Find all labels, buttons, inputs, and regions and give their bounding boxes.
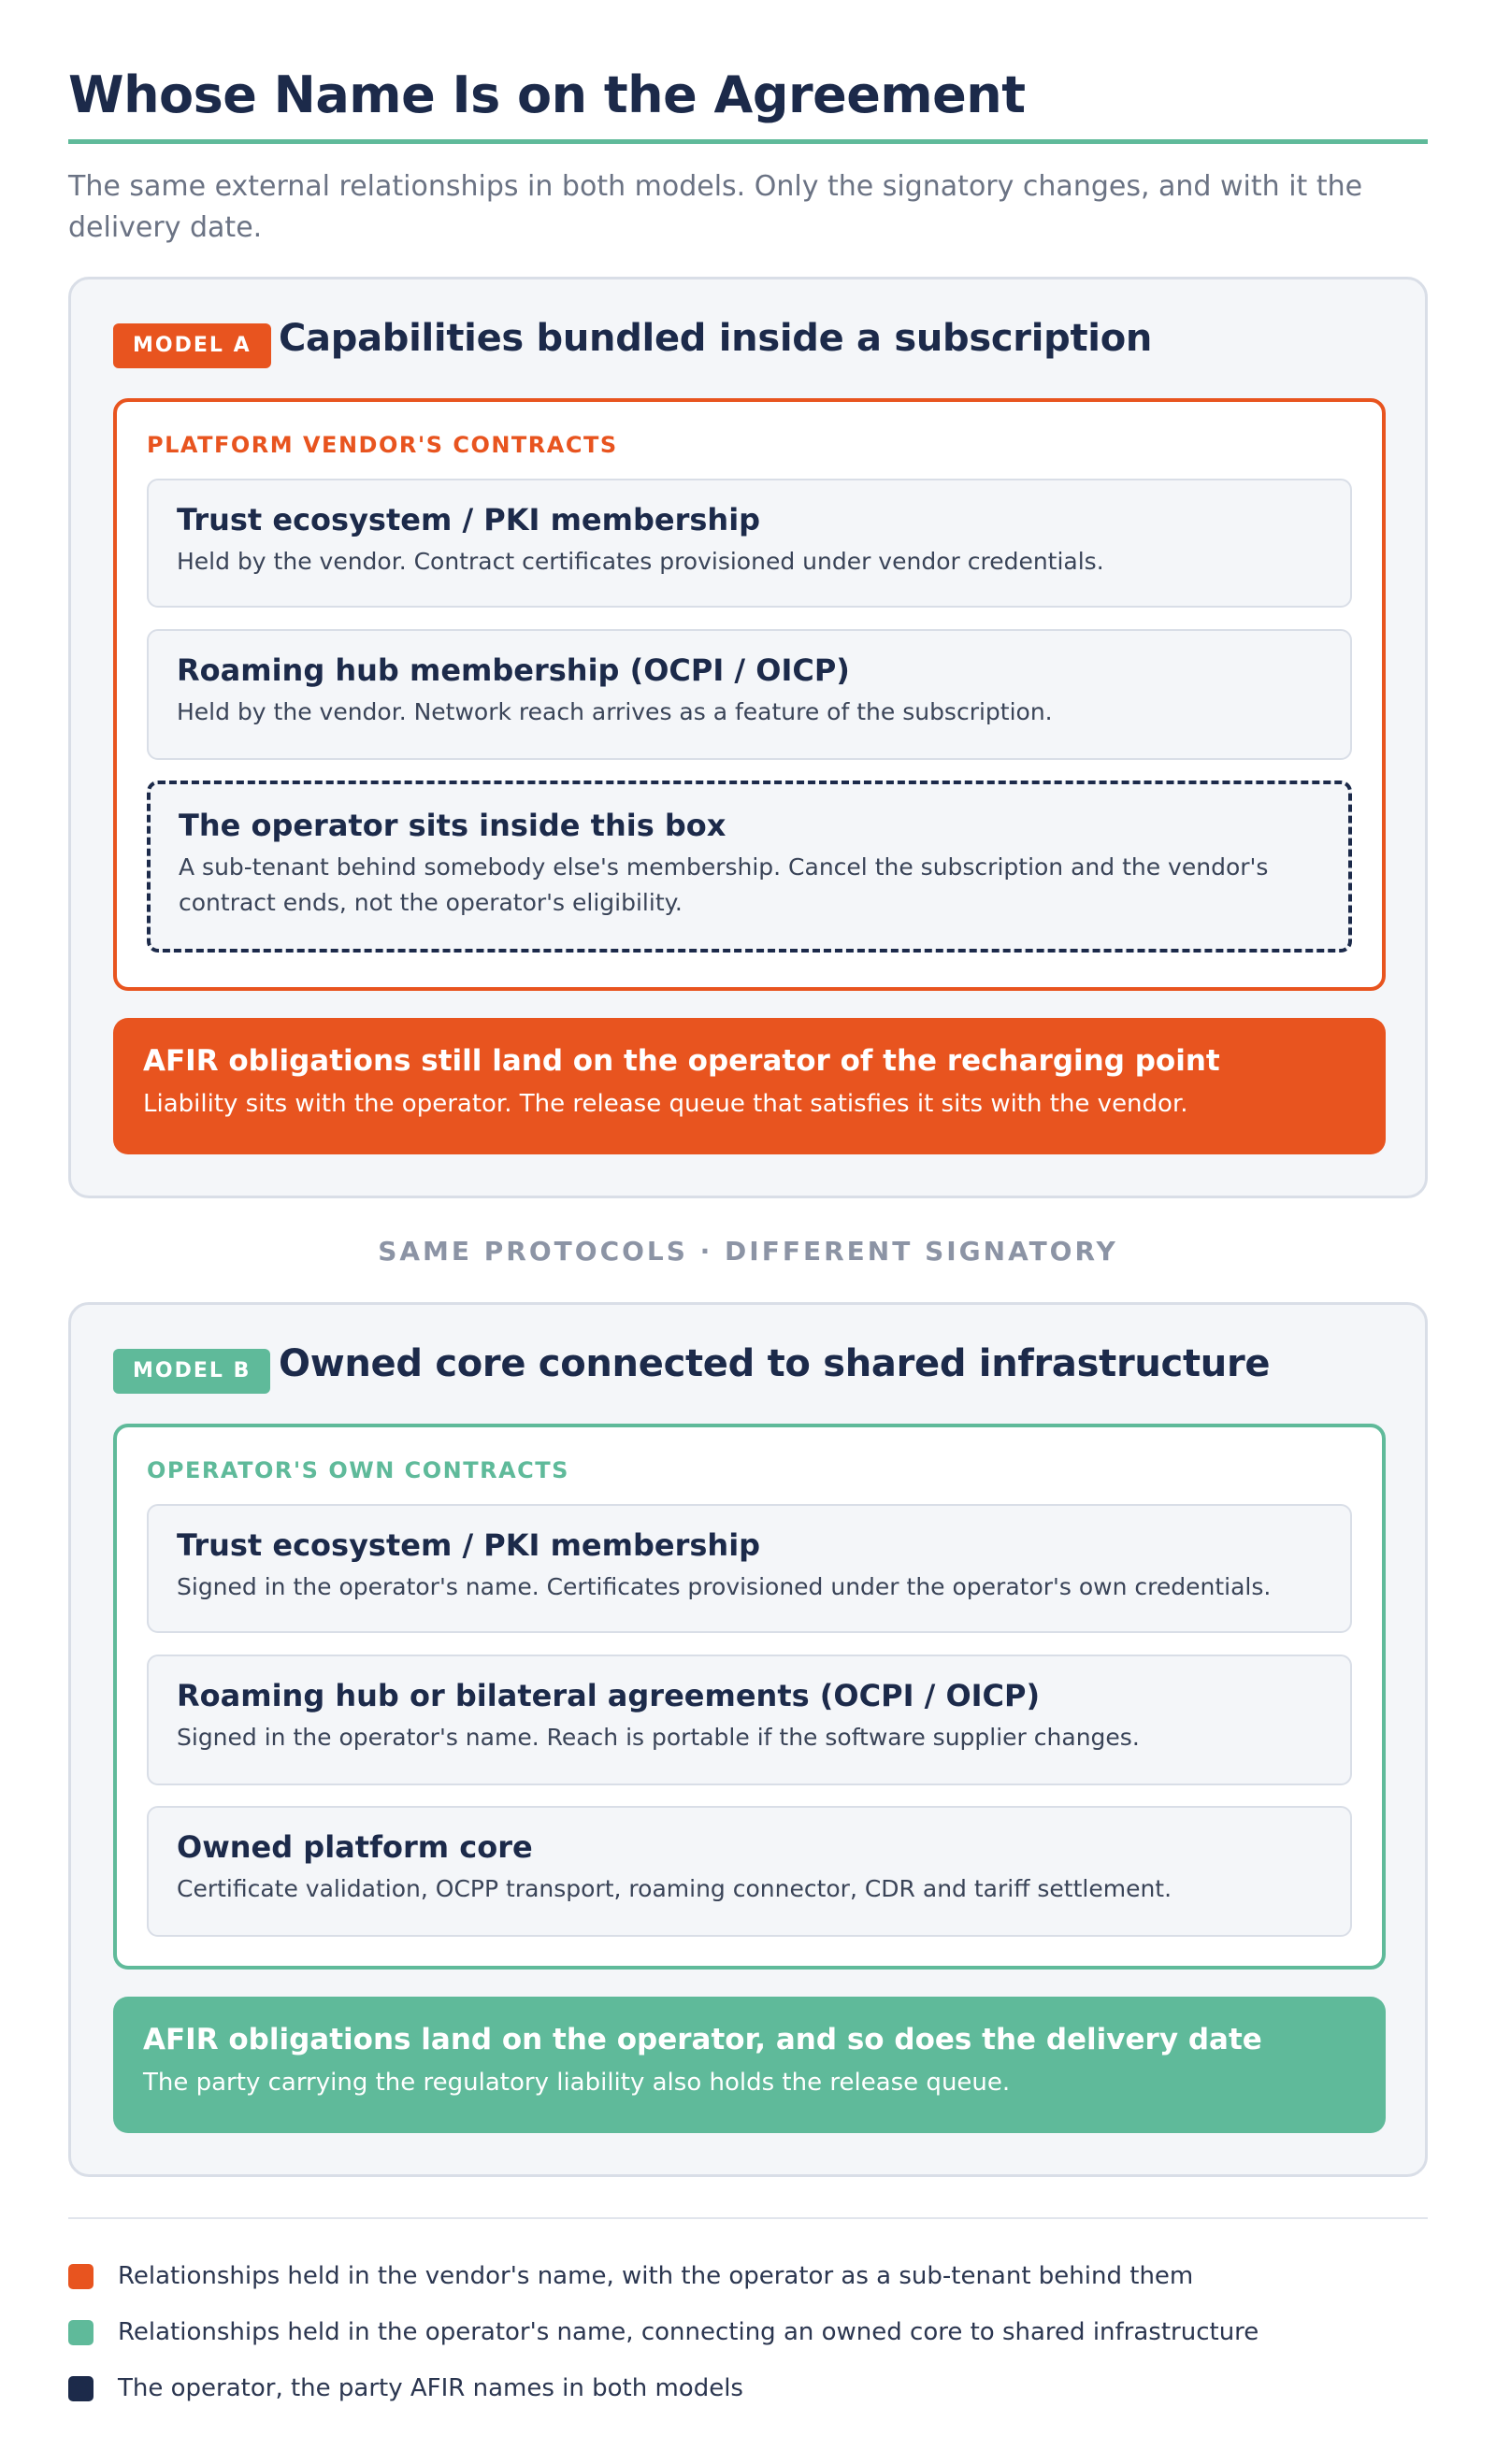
model-a-card-operator bbox=[147, 781, 1352, 953]
card-description: Held by the vendor. Contract certificates provisioned under vendor credentials. bbox=[177, 548, 1104, 575]
page-subtitle: The same external relationships in both models. Only the signatory changes, and with it the delivery date. bbox=[68, 170, 1363, 244]
card-title: Trust ecosystem / PKI membership bbox=[177, 1527, 761, 1563]
model-a-panel bbox=[68, 277, 1428, 1198]
card-description: Certificate validation, OCPP transport, roaming connector, CDR and tariff settlement. bbox=[177, 1875, 1172, 1902]
legend-item-operator bbox=[68, 2365, 1428, 2421]
card-title: Owned platform core bbox=[177, 1829, 533, 1865]
legend-label: Relationships held in the operator's name, connecting an owned core to shared infrastructure bbox=[118, 2318, 1259, 2346]
card-title: Roaming hub or bilateral agreements (OCPI / OICP) bbox=[177, 1678, 1041, 1713]
callout-title: AFIR obligations still land on the operator of the recharging point bbox=[143, 1044, 1220, 1078]
vendor-contracts-box bbox=[113, 398, 1386, 991]
model-b-afir-callout bbox=[113, 1997, 1386, 2133]
operator-contracts-label: OPERATOR'S OWN CONTRACTS bbox=[147, 1457, 569, 1483]
model-b-panel bbox=[68, 1302, 1428, 2177]
legend-label: The operator, the party AFIR names in both models bbox=[118, 2374, 743, 2402]
model-b-card-pki bbox=[147, 1504, 1352, 1633]
legend-divider bbox=[68, 2217, 1428, 2219]
model-b-card-roaming bbox=[147, 1655, 1352, 1785]
legend-swatch-operator-owned bbox=[68, 2320, 94, 2345]
model-a-badge: MODEL A bbox=[113, 323, 271, 368]
card-title: Roaming hub membership (OCPI / OICP) bbox=[177, 652, 850, 688]
model-a-card-pki bbox=[147, 479, 1352, 608]
card-title: The operator sits inside this box bbox=[179, 808, 726, 843]
title-underline bbox=[68, 139, 1428, 144]
callout-description: Liability sits with the operator. The release queue that satisfies it sits with the vendor. bbox=[143, 1090, 1188, 1118]
page-title: Whose Name Is on the Agreement bbox=[68, 65, 1026, 124]
model-b-card-platform-core bbox=[147, 1806, 1352, 1937]
legend-label: Relationships held in the vendor's name, with the operator as a sub-tenant behind them bbox=[118, 2262, 1194, 2290]
card-description: A sub-tenant behind somebody else's membership. Cancel the subscription and the vendor's contract ends, not the operator's eligibility. bbox=[179, 853, 1269, 916]
legend-swatch-vendor bbox=[68, 2264, 94, 2289]
callout-title: AFIR obligations land on the operator, and so does the delivery date bbox=[143, 2023, 1262, 2056]
operator-contracts-box bbox=[113, 1424, 1386, 1970]
model-a-heading: Capabilities bundled inside a subscription bbox=[279, 317, 1153, 360]
legend bbox=[68, 2253, 1428, 2421]
model-a-card-roaming bbox=[147, 629, 1352, 760]
legend-swatch-operator bbox=[68, 2376, 94, 2401]
model-a-afir-callout bbox=[113, 1018, 1386, 1154]
vendor-contracts-label: PLATFORM VENDOR'S CONTRACTS bbox=[147, 432, 618, 458]
card-description: Signed in the operator's name. Reach is portable if the software supplier changes. bbox=[177, 1724, 1140, 1751]
card-title: Trust ecosystem / PKI membership bbox=[177, 502, 761, 537]
model-b-badge: MODEL B bbox=[113, 1349, 270, 1394]
legend-item-vendor bbox=[68, 2253, 1428, 2309]
card-description: Held by the vendor. Network reach arrives as a feature of the subscription. bbox=[177, 698, 1053, 725]
legend-item-operator-owned bbox=[68, 2309, 1428, 2365]
section-divider-label: SAME PROTOCOLS · DIFFERENT SIGNATORY bbox=[378, 1236, 1118, 1267]
model-b-heading: Owned core connected to shared infrastructure bbox=[279, 1342, 1271, 1385]
card-description: Signed in the operator's name. Certificates provisioned under the operator's own credentials. bbox=[177, 1573, 1272, 1600]
callout-description: The party carrying the regulatory liability also holds the release queue. bbox=[143, 2069, 1011, 2097]
